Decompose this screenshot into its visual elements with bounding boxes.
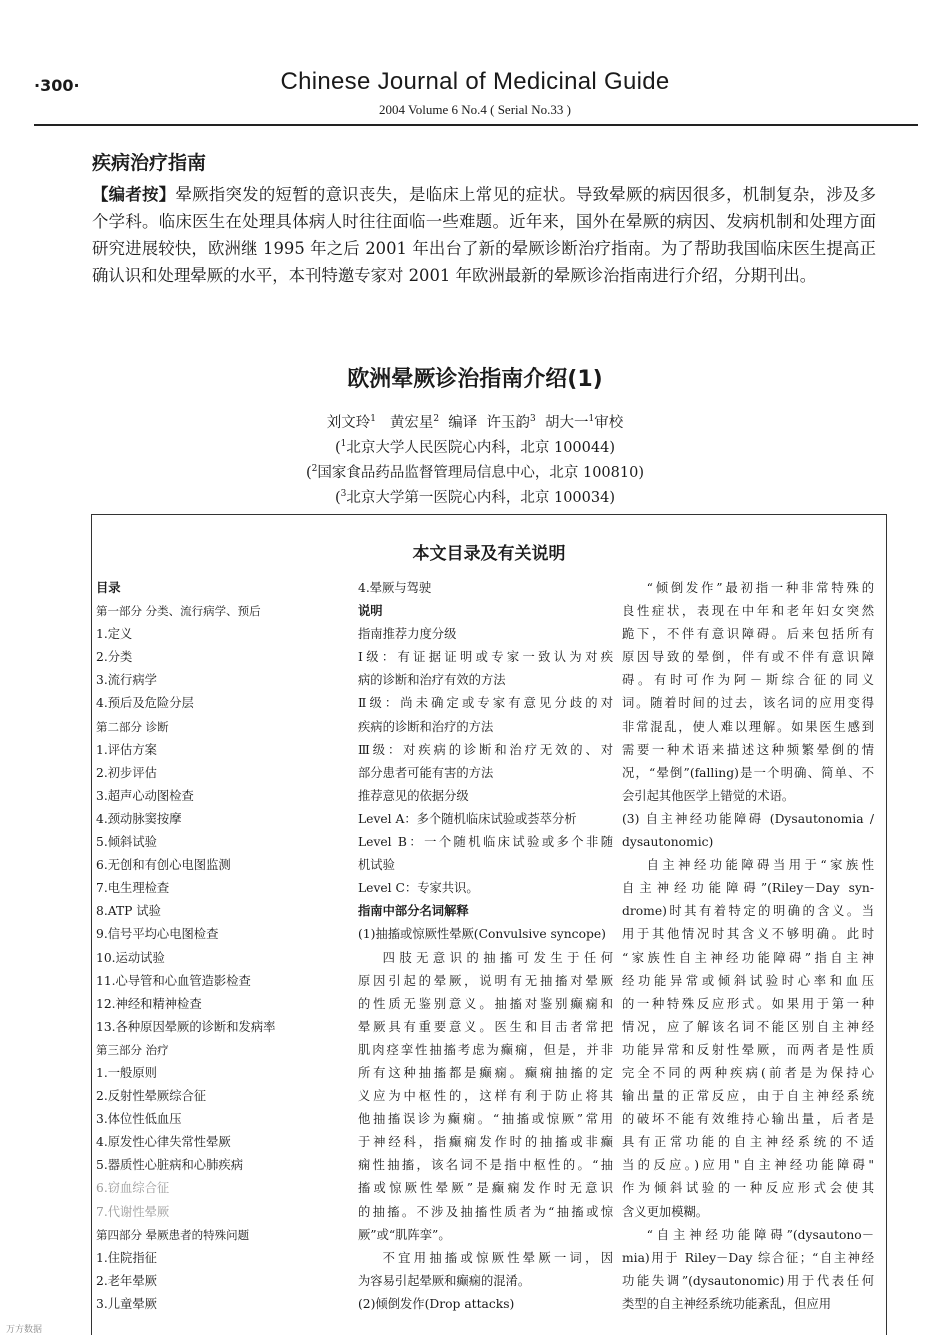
affiliation-sup: 3	[340, 489, 347, 500]
column-line: 良性症状，表现在中年和老年妇女突然	[622, 604, 874, 619]
column-line: 的破坏不能有效维持心输出量，后者是	[622, 1112, 874, 1127]
column-line: “倾倒发作”最初指一种非常特殊的	[646, 581, 874, 595]
column-line: 2.分类	[96, 650, 133, 665]
column-line: 第四部分 晕厥患者的特殊问题	[96, 1227, 250, 1242]
author: 胡大一	[544, 415, 589, 431]
column-line: 10.运动试验	[96, 950, 165, 965]
affiliation-sup: 2	[311, 464, 318, 475]
editor-note	[92, 181, 876, 289]
column-line: 1.评估方案	[96, 742, 157, 757]
column-line: 疾病的诊断和治疗的方法	[358, 719, 494, 734]
affiliation-text: 国家食品药品监督管理局信息中心，北京 100810	[317, 465, 639, 481]
author-sup: 2	[433, 414, 440, 425]
column-line: 原因引起的晕厥，说明有无抽搐对晕厥	[358, 973, 613, 988]
column-line: 8.ATP 试验	[96, 904, 161, 919]
column-line: 输出量的正常反应，由于自主神经系统	[622, 1089, 874, 1104]
column-line: 的一种特殊反应形式。如果用于第一种	[622, 996, 874, 1011]
watermark: 万方数据	[6, 1325, 43, 1335]
journal-title: Chinese Journal of Medicinal Guide	[280, 68, 670, 95]
column-line: 3.超声心动图检查	[96, 788, 194, 803]
affiliation: ($^3$北京大学第一医院心内科，北京 100034)	[334, 489, 616, 506]
column-line: 2.初步评估	[96, 765, 157, 780]
author-role: 审校	[594, 415, 624, 431]
header-rule	[34, 124, 918, 126]
column-line: 1.定义	[96, 627, 133, 642]
affiliation: ($^1$北京大学人民医院心内科，北京 100044)	[334, 439, 616, 456]
column-line: drome)时其有着特定的明确的含义。当	[622, 904, 874, 919]
column-line: 会引起其他医学上错觉的术语。	[622, 788, 795, 803]
column-line: 12.神经和精神检查	[96, 996, 202, 1011]
article-title: 欧洲晕厥诊治指南介绍(1)	[347, 367, 603, 392]
column-line: 厥”或“肌阵挛”。	[358, 1227, 451, 1242]
editor-note-text: 晕厥指突发的短暂的意识丧失，是临床上常见的症状。导致晕厥的病因很多，机制复杂，涉及多个学科。临床医生在处理具体病人时往往面临一些难题。近年来，国外在晕厥的病因、发病机制和处理方面研究进展较快，欧洲继 1995 年之后 2001 年出台了新的晕厥诊断治疗指南。为了帮助我国临床医生提高正确认识和处理晕厥的水平，本刊特邀专家对 2001 年欧洲最新的晕厥诊治指南进行介绍，分期刊出。	[92, 185, 876, 286]
column-line: 6.窃血综合征	[96, 1181, 170, 1196]
column-line: 搐或惊厥性晕厥”是癫痫发作时无意识	[358, 1181, 613, 1196]
column-line: 第二部分 诊断	[96, 719, 169, 734]
column-line: 所有这种抽搐都是癫痫。癫痫抽搐的定	[358, 1065, 613, 1080]
affiliation: ($^2$国家食品药品监督管理局信息中心，北京 100810)	[305, 464, 645, 481]
column-line: 经功能异常或倾斜试验时心率和血压	[622, 973, 874, 988]
column-line: 说明	[358, 604, 383, 619]
column-line: 功能异常和反射性晕厥，而两者是性质	[622, 1042, 874, 1057]
column-line: 11.心导管和心血管造影检查	[96, 973, 251, 988]
box-title: 本文目录及有关说明	[412, 544, 566, 564]
author: 刘文玲	[326, 415, 371, 431]
column-line: 6.无创和有创心电图监测	[96, 858, 231, 873]
column-line: 4.预后及危险分层	[96, 696, 194, 711]
column-line: Ⅰ级：有证据证明或专家一致认为对疾	[358, 650, 613, 665]
column-line: Level A：多个随机临床试验或荟萃分析	[358, 811, 577, 826]
column-line: 机试验	[358, 858, 395, 873]
page-number: ·300·	[34, 76, 80, 95]
contents-column-3	[622, 577, 874, 1316]
column-line: 2.老年晕厥	[96, 1273, 157, 1288]
contents-column-2	[358, 577, 613, 1316]
column-line: 指南中部分名词解释	[358, 904, 469, 919]
column-line: 自主神经功能障碍当用于“家族性	[646, 858, 874, 873]
column-line: 用于其他情况时其含义不够明确。此时	[622, 927, 874, 942]
author: 黄宏星	[389, 415, 434, 431]
column-line: 具有正常功能的自主神经系统的不适	[622, 1135, 874, 1150]
column-line: 碍。有时可作为阿－斯综合征的同义	[622, 673, 874, 688]
column-line: 3.儿童晕厥	[96, 1296, 157, 1311]
column-line: 他抽搐误诊为癫痫。“抽搐或惊厥”常用	[358, 1112, 613, 1127]
column-line: 13.各种原因晕厥的诊断和发病率	[96, 1019, 276, 1034]
affiliation-text: 北京大学人民医院心内科，北京 100044	[346, 440, 610, 456]
column-line: (3) 自主神经功能障碍 (Dysautonomia /	[622, 811, 874, 826]
author-sup: 1	[370, 414, 377, 425]
column-line: 义应为中枢性的，这样有利于防止将其	[358, 1089, 613, 1104]
column-line: 肌肉痉挛性抽搐考虑为癫痫，但是，并非	[358, 1042, 613, 1057]
column-line: mia)用于 Riley－Day 综合征；“自主神经	[622, 1250, 874, 1265]
column-line: 当的反应。)应用"自主神经功能障碍"	[622, 1158, 874, 1173]
column-line: 需要一种术语来描述这种频繁晕倒的情	[622, 742, 874, 757]
column-line: 晕厥具有重要意义。医生和目击者常把	[358, 1019, 613, 1034]
column-line: dysautonomic)	[622, 835, 714, 850]
column-line: Level B：一个随机临床试验或多个非随	[358, 835, 613, 850]
column-line: Ⅱ级：尚未确定或专家有意见分歧的对	[358, 696, 613, 711]
contents-column-1	[96, 577, 341, 1316]
column-line: 部分患者可能有害的方法	[358, 765, 494, 780]
column-line: 5.器质性心脏病和心肺疾病	[96, 1158, 243, 1173]
column-line: 完全不同的两种疾病(前者是为保持心	[622, 1065, 874, 1080]
column-line: 于神经科，指癫痫发作时的抽搐或非癫	[358, 1135, 613, 1150]
column-line: 4.颈动脉窦按摩	[96, 811, 182, 826]
column-line: Level C：专家共识。	[358, 881, 479, 896]
contents-box	[91, 514, 887, 1335]
column-line: 跪下，不伴有意识障碍。后来包括所有	[622, 627, 874, 642]
column-line: 的性质无鉴别意义。抽搐对鉴别癫痫和	[358, 996, 613, 1011]
column-line: 况，“晕倒”(falling)是一个明确、简单、不	[622, 765, 874, 780]
column-line: 痫性抽搐，该名词不是指中枢性的。“抽	[358, 1158, 613, 1173]
column-line: 原因导致的晕倒，伴有或不伴有意识障	[622, 650, 874, 665]
column-line: 第三部分 治疗	[96, 1042, 169, 1057]
column-line: Ⅲ级：对疾病的诊断和治疗无效的、对	[358, 742, 613, 757]
column-line: 3.体位性低血压	[96, 1112, 182, 1127]
column-line: 第一部分 分类、流行病学、预后	[96, 604, 261, 619]
editor-note-tag: 【编者按】	[92, 185, 176, 204]
author: 许玉韵	[486, 415, 531, 431]
column-line: 为容易引起晕厥和癫痫的混淆。	[358, 1273, 531, 1288]
column-line: 病的诊断和治疗有效的方法	[358, 673, 506, 688]
column-line: 的抽搐。不涉及抽搐性质者为“抽搐或惊	[358, 1204, 613, 1219]
column-line: (1)抽搐或惊厥性晕厥(Convulsive syncope)	[358, 927, 606, 942]
column-line: 非常混乱，使人难以理解。如果医生感到	[622, 719, 874, 734]
author-sup: 3	[530, 414, 536, 425]
column-line: 四肢无意识的抽搐可发生于任何	[382, 950, 613, 965]
column-line: 7.电生理检查	[96, 881, 170, 896]
column-line: 3.流行病学	[96, 673, 157, 688]
column-line: 词。随着时间的过去，该名词的应用变得	[622, 696, 874, 711]
authors	[0, 411, 950, 432]
column-line: 情况，应了解该名词不能区别自主神经	[622, 1019, 874, 1034]
column-line: “家族性自主神经功能障碍”指自主神	[622, 950, 874, 965]
column-line: 4.晕厥与驾驶	[358, 581, 432, 595]
issue-info: 2004 Volume 6 No.4 ( Serial No.33 )	[379, 102, 571, 117]
author-role: 编译	[448, 415, 478, 431]
column-line: 5.倾斜试验	[96, 835, 157, 850]
column-line: 作为倾斜试验的一种反应形式会使其	[622, 1181, 874, 1196]
column-line: 指南推荐力度分级	[358, 627, 457, 642]
section-title: 疾病治疗指南	[92, 152, 207, 174]
column-line: (2)倾倒发作(Drop attacks)	[358, 1296, 515, 1311]
column-line: 功能失调”(dysautonomic)用于代表任何	[622, 1273, 874, 1288]
column-line: 不宜用抽搐或惊厥性晕厥一词，因	[382, 1250, 613, 1265]
column-line: 目录	[96, 581, 121, 595]
column-line: “自主神经功能障碍”(dysautono－	[646, 1227, 874, 1242]
affiliation-sup: 1	[340, 439, 347, 450]
author-sup: 1	[588, 414, 595, 425]
column-line: 推荐意见的依据分级	[358, 788, 469, 803]
column-line: 7.代谢性晕厥	[96, 1204, 170, 1219]
column-line: 类型的自主神经系统功能紊乱，但应用	[622, 1296, 832, 1311]
column-line: 9.信号平均心电图检查	[96, 927, 219, 942]
column-line: 4.原发性心律失常性晕厥	[96, 1135, 231, 1150]
column-line: 2.反射性晕厥综合征	[96, 1089, 207, 1104]
affiliation-text: 北京大学第一医院心内科，北京 100034	[346, 490, 610, 506]
column-line: 含义更加模糊。	[622, 1204, 709, 1219]
column-line: 1.住院指征	[96, 1250, 157, 1265]
column-line: 1.一般原则	[96, 1065, 157, 1080]
column-line: 自主神经功能障碍”(Riley－Day syn-	[622, 881, 874, 896]
